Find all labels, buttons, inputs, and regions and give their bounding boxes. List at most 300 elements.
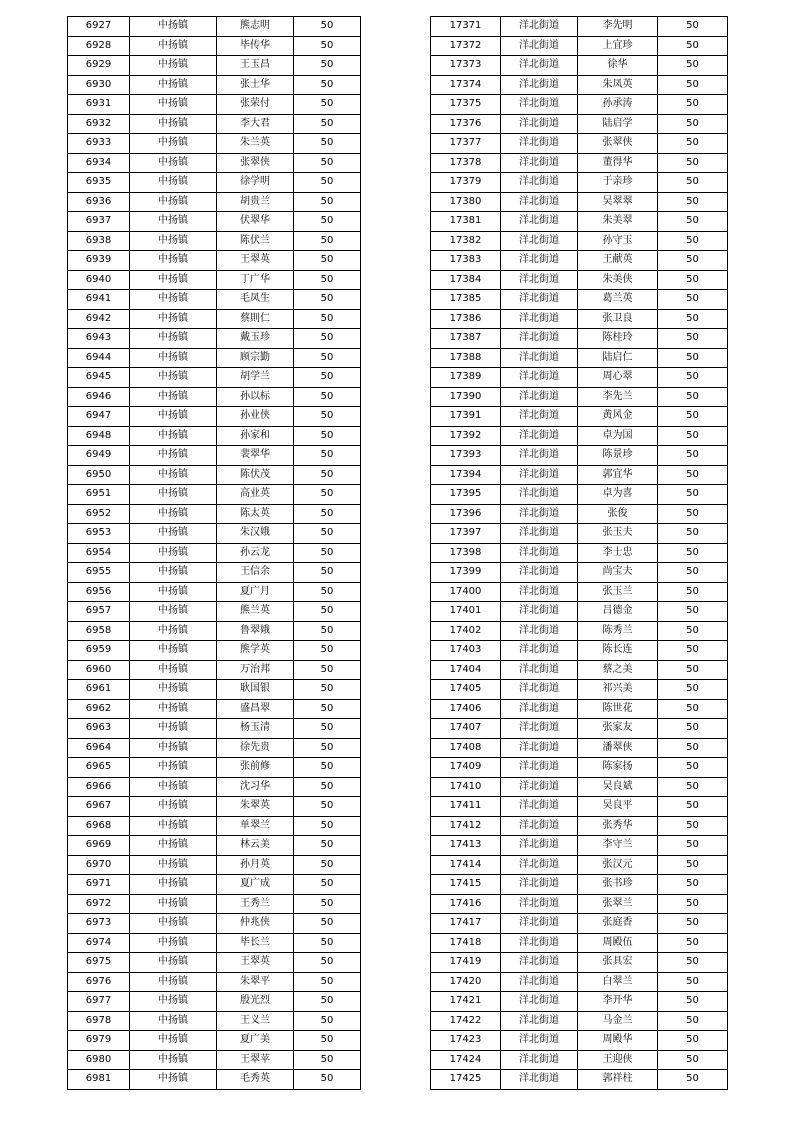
table-row — [431, 855, 728, 875]
serial-number-cell: 6953 — [68, 524, 130, 544]
table-row — [68, 582, 361, 602]
town-cell: 中扬镇 — [130, 992, 217, 1012]
name-cell: 董得华 — [578, 153, 658, 173]
serial-number-cell: 17384 — [431, 270, 501, 290]
serial-number-cell: 17396 — [431, 504, 501, 524]
town-cell: 中扬镇 — [130, 485, 217, 505]
serial-number-cell: 17421 — [431, 992, 501, 1012]
amount-cell: 50 — [294, 524, 361, 544]
name-cell: 李先兰 — [578, 387, 658, 407]
serial-number-cell: 17385 — [431, 290, 501, 310]
amount-cell: 50 — [294, 485, 361, 505]
serial-number-cell: 17402 — [431, 621, 501, 641]
serial-number-cell: 17405 — [431, 680, 501, 700]
amount-cell: 50 — [294, 231, 361, 251]
town-cell: 中扬镇 — [130, 875, 217, 895]
town-cell: 洋北街道 — [501, 387, 578, 407]
name-cell: 夏广美 — [217, 1031, 294, 1051]
table-row — [431, 134, 728, 154]
table-row — [68, 563, 361, 583]
serial-number-cell: 6975 — [68, 953, 130, 973]
name-cell: 孙承涛 — [578, 95, 658, 115]
table-row — [431, 660, 728, 680]
table-row — [431, 368, 728, 388]
table-row — [431, 17, 728, 37]
serial-number-cell: 6933 — [68, 134, 130, 154]
table-row — [68, 660, 361, 680]
town-cell: 中扬镇 — [130, 894, 217, 914]
table-row — [68, 153, 361, 173]
serial-number-cell: 17398 — [431, 543, 501, 563]
name-cell: 于亲珍 — [578, 173, 658, 193]
serial-number-cell: 17371 — [431, 17, 501, 37]
name-cell: 张家友 — [578, 719, 658, 739]
serial-number-cell: 17374 — [431, 75, 501, 95]
town-cell: 洋北街道 — [501, 212, 578, 232]
serial-number-cell: 17394 — [431, 465, 501, 485]
serial-number-cell: 17376 — [431, 114, 501, 134]
amount-cell: 50 — [294, 758, 361, 778]
amount-cell: 50 — [658, 933, 728, 953]
serial-number-cell: 17419 — [431, 953, 501, 973]
town-cell: 中扬镇 — [130, 543, 217, 563]
table-row — [68, 602, 361, 622]
town-cell: 中扬镇 — [130, 251, 217, 271]
town-cell: 中扬镇 — [130, 309, 217, 329]
serial-number-cell: 6941 — [68, 290, 130, 310]
amount-cell: 50 — [658, 485, 728, 505]
serial-number-cell: 17375 — [431, 95, 501, 115]
town-cell: 中扬镇 — [130, 563, 217, 583]
serial-number-cell: 17390 — [431, 387, 501, 407]
amount-cell: 50 — [658, 192, 728, 212]
amount-cell: 50 — [658, 563, 728, 583]
amount-cell: 50 — [294, 602, 361, 622]
town-cell: 中扬镇 — [130, 446, 217, 466]
serial-number-cell: 6954 — [68, 543, 130, 563]
town-cell: 洋北街道 — [501, 485, 578, 505]
name-cell: 朱翠英 — [217, 797, 294, 817]
amount-cell: 50 — [294, 543, 361, 563]
name-cell: 张玉兰 — [578, 582, 658, 602]
serial-number-cell: 6956 — [68, 582, 130, 602]
serial-number-cell: 6976 — [68, 972, 130, 992]
serial-number-cell: 6932 — [68, 114, 130, 134]
amount-cell: 50 — [658, 153, 728, 173]
town-cell: 洋北街道 — [501, 738, 578, 758]
name-cell: 王秀兰 — [217, 894, 294, 914]
town-cell: 中扬镇 — [130, 1050, 217, 1070]
town-cell: 中扬镇 — [130, 621, 217, 641]
table-row — [431, 153, 728, 173]
amount-cell: 50 — [294, 777, 361, 797]
name-cell: 周殿伍 — [578, 933, 658, 953]
amount-cell: 50 — [658, 446, 728, 466]
town-cell: 洋北街道 — [501, 543, 578, 563]
serial-number-cell: 17410 — [431, 777, 501, 797]
serial-number-cell: 6930 — [68, 75, 130, 95]
amount-cell: 50 — [294, 251, 361, 271]
town-cell: 中扬镇 — [130, 972, 217, 992]
amount-cell: 50 — [294, 1031, 361, 1051]
town-cell: 中扬镇 — [130, 270, 217, 290]
name-cell: 吴良平 — [578, 797, 658, 817]
amount-cell: 50 — [658, 680, 728, 700]
town-cell: 洋北街道 — [501, 582, 578, 602]
name-cell: 陈秀兰 — [578, 621, 658, 641]
serial-number-cell: 17409 — [431, 758, 501, 778]
amount-cell: 50 — [658, 465, 728, 485]
amount-cell: 50 — [294, 290, 361, 310]
serial-number-cell: 6961 — [68, 680, 130, 700]
table-row — [431, 563, 728, 583]
town-cell: 中扬镇 — [130, 836, 217, 856]
town-cell: 洋北街道 — [501, 992, 578, 1012]
table-row — [431, 816, 728, 836]
name-cell: 鲁翠娥 — [217, 621, 294, 641]
town-cell: 洋北街道 — [501, 563, 578, 583]
serial-number-cell: 17397 — [431, 524, 501, 544]
name-cell: 毕长兰 — [217, 933, 294, 953]
amount-cell: 50 — [294, 641, 361, 661]
amount-cell: 50 — [658, 660, 728, 680]
name-cell: 陈景珍 — [578, 446, 658, 466]
town-cell: 洋北街道 — [501, 153, 578, 173]
table-row — [431, 758, 728, 778]
table-row — [68, 738, 361, 758]
name-cell: 张卫良 — [578, 309, 658, 329]
table-row — [431, 680, 728, 700]
name-cell: 王迎侠 — [578, 1050, 658, 1070]
town-cell: 洋北街道 — [501, 1050, 578, 1070]
town-cell: 中扬镇 — [130, 582, 217, 602]
name-cell: 殷光烈 — [217, 992, 294, 1012]
amount-cell: 50 — [294, 134, 361, 154]
roster-table-left — [67, 16, 361, 1090]
town-cell: 中扬镇 — [130, 17, 217, 37]
name-cell: 李士忠 — [578, 543, 658, 563]
serial-number-cell: 17413 — [431, 836, 501, 856]
name-cell: 孙家和 — [217, 426, 294, 446]
town-cell: 洋北街道 — [501, 348, 578, 368]
table-row — [431, 953, 728, 973]
table-row — [431, 582, 728, 602]
table-row — [431, 446, 728, 466]
table-row — [68, 426, 361, 446]
serial-number-cell: 17411 — [431, 797, 501, 817]
amount-cell: 50 — [294, 192, 361, 212]
serial-number-cell: 17388 — [431, 348, 501, 368]
serial-number-cell: 6944 — [68, 348, 130, 368]
town-cell: 洋北街道 — [501, 329, 578, 349]
name-cell: 仲兆侠 — [217, 914, 294, 934]
name-cell: 朱凤英 — [578, 75, 658, 95]
amount-cell: 50 — [294, 95, 361, 115]
town-cell: 洋北街道 — [501, 602, 578, 622]
amount-cell: 50 — [294, 621, 361, 641]
table-row — [431, 836, 728, 856]
name-cell: 蔡則仁 — [217, 309, 294, 329]
name-cell: 郭宜华 — [578, 465, 658, 485]
name-cell: 王翠苹 — [217, 1050, 294, 1070]
town-cell: 洋北街道 — [501, 816, 578, 836]
town-cell: 中扬镇 — [130, 407, 217, 427]
table-row — [431, 1070, 728, 1090]
amount-cell: 50 — [658, 348, 728, 368]
table-row — [68, 368, 361, 388]
serial-number-cell: 17407 — [431, 719, 501, 739]
amount-cell: 50 — [658, 426, 728, 446]
amount-cell: 50 — [294, 563, 361, 583]
table-row — [431, 426, 728, 446]
table-row — [431, 1011, 728, 1031]
serial-number-cell: 6934 — [68, 153, 130, 173]
table-row — [68, 953, 361, 973]
town-cell: 洋北街道 — [501, 855, 578, 875]
name-cell: 李大君 — [217, 114, 294, 134]
amount-cell: 50 — [658, 368, 728, 388]
table-row — [68, 75, 361, 95]
town-cell: 中扬镇 — [130, 290, 217, 310]
serial-number-cell: 6955 — [68, 563, 130, 583]
serial-number-cell: 17416 — [431, 894, 501, 914]
town-cell: 洋北街道 — [501, 75, 578, 95]
town-cell: 中扬镇 — [130, 1011, 217, 1031]
table-row — [431, 719, 728, 739]
serial-number-cell: 17414 — [431, 855, 501, 875]
serial-number-cell: 6973 — [68, 914, 130, 934]
serial-number-cell: 17415 — [431, 875, 501, 895]
table-row — [68, 933, 361, 953]
name-cell: 王献英 — [578, 251, 658, 271]
table-row — [68, 1031, 361, 1051]
amount-cell: 50 — [658, 719, 728, 739]
amount-cell: 50 — [294, 309, 361, 329]
table-row — [68, 699, 361, 719]
table-row — [68, 719, 361, 739]
serial-number-cell: 6964 — [68, 738, 130, 758]
amount-cell: 50 — [658, 114, 728, 134]
table-row — [68, 914, 361, 934]
name-cell: 张翠兰 — [578, 894, 658, 914]
amount-cell: 50 — [658, 504, 728, 524]
town-cell: 洋北街道 — [501, 134, 578, 154]
table-row — [68, 251, 361, 271]
table-row — [431, 914, 728, 934]
serial-number-cell: 6978 — [68, 1011, 130, 1031]
amount-cell: 50 — [294, 114, 361, 134]
town-cell: 中扬镇 — [130, 114, 217, 134]
table-row — [431, 465, 728, 485]
serial-number-cell: 17393 — [431, 446, 501, 466]
amount-cell: 50 — [294, 212, 361, 232]
town-cell: 中扬镇 — [130, 602, 217, 622]
name-cell: 王信余 — [217, 563, 294, 583]
town-cell: 洋北街道 — [501, 290, 578, 310]
town-cell: 洋北街道 — [501, 719, 578, 739]
town-cell: 洋北街道 — [501, 797, 578, 817]
serial-number-cell: 17424 — [431, 1050, 501, 1070]
table-row — [68, 212, 361, 232]
amount-cell: 50 — [658, 36, 728, 56]
name-cell: 王翠英 — [217, 953, 294, 973]
name-cell: 李开华 — [578, 992, 658, 1012]
serial-number-cell: 17404 — [431, 660, 501, 680]
town-cell: 洋北街道 — [501, 1070, 578, 1090]
name-cell: 朱兰英 — [217, 134, 294, 154]
name-cell: 王玉昌 — [217, 56, 294, 76]
table-row — [68, 485, 361, 505]
name-cell: 祁兴美 — [578, 680, 658, 700]
table-row — [431, 797, 728, 817]
table-row — [431, 192, 728, 212]
name-cell: 朱美侠 — [578, 270, 658, 290]
table-row — [68, 309, 361, 329]
town-cell: 洋北街道 — [501, 504, 578, 524]
town-cell: 洋北街道 — [501, 972, 578, 992]
name-cell: 卓为喜 — [578, 485, 658, 505]
table-row — [431, 212, 728, 232]
serial-number-cell: 6957 — [68, 602, 130, 622]
amount-cell: 50 — [658, 777, 728, 797]
name-cell: 张书珍 — [578, 875, 658, 895]
serial-number-cell: 17425 — [431, 1070, 501, 1090]
table-row — [431, 75, 728, 95]
town-cell: 中扬镇 — [130, 36, 217, 56]
amount-cell: 50 — [658, 231, 728, 251]
name-cell: 熊兰英 — [217, 602, 294, 622]
table-row — [431, 251, 728, 271]
amount-cell: 50 — [294, 56, 361, 76]
amount-cell: 50 — [294, 446, 361, 466]
amount-cell: 50 — [294, 660, 361, 680]
amount-cell: 50 — [294, 368, 361, 388]
name-cell: 潘翠侠 — [578, 738, 658, 758]
table-row — [68, 270, 361, 290]
town-cell: 洋北街道 — [501, 173, 578, 193]
amount-cell: 50 — [658, 992, 728, 1012]
town-cell: 洋北街道 — [501, 1011, 578, 1031]
amount-cell: 50 — [294, 855, 361, 875]
serial-number-cell: 17379 — [431, 173, 501, 193]
name-cell: 王义兰 — [217, 1011, 294, 1031]
amount-cell: 50 — [658, 212, 728, 232]
table-row — [68, 348, 361, 368]
amount-cell: 50 — [294, 465, 361, 485]
name-cell: 毛秀英 — [217, 1070, 294, 1090]
amount-cell: 50 — [658, 1070, 728, 1090]
town-cell: 中扬镇 — [130, 660, 217, 680]
town-cell: 中扬镇 — [130, 855, 217, 875]
town-cell: 洋北街道 — [501, 251, 578, 271]
name-cell: 朱汉娥 — [217, 524, 294, 544]
town-cell: 洋北街道 — [501, 524, 578, 544]
table-row — [68, 797, 361, 817]
amount-cell: 50 — [294, 836, 361, 856]
town-cell: 中扬镇 — [130, 95, 217, 115]
serial-number-cell: 17400 — [431, 582, 501, 602]
name-cell: 陈伏兰 — [217, 231, 294, 251]
serial-number-cell: 17408 — [431, 738, 501, 758]
town-cell: 洋北街道 — [501, 36, 578, 56]
town-cell: 中扬镇 — [130, 134, 217, 154]
table-row — [431, 95, 728, 115]
table-row — [68, 173, 361, 193]
amount-cell: 50 — [658, 290, 728, 310]
amount-cell: 50 — [658, 875, 728, 895]
table-row — [68, 836, 361, 856]
town-cell: 洋北街道 — [501, 309, 578, 329]
name-cell: 张士华 — [217, 75, 294, 95]
table-row — [68, 465, 361, 485]
table-row — [68, 972, 361, 992]
serial-number-cell: 6946 — [68, 387, 130, 407]
table-row — [68, 387, 361, 407]
name-cell: 李守兰 — [578, 836, 658, 856]
name-cell: 毕传华 — [217, 36, 294, 56]
name-cell: 黄风金 — [578, 407, 658, 427]
amount-cell: 50 — [658, 914, 728, 934]
name-cell: 丁广华 — [217, 270, 294, 290]
town-cell: 洋北街道 — [501, 270, 578, 290]
name-cell: 马金兰 — [578, 1011, 658, 1031]
town-cell: 洋北街道 — [501, 660, 578, 680]
name-cell: 尚宝夫 — [578, 563, 658, 583]
table-row — [431, 699, 728, 719]
table-row — [431, 114, 728, 134]
serial-number-cell: 17417 — [431, 914, 501, 934]
amount-cell: 50 — [294, 992, 361, 1012]
amount-cell: 50 — [658, 543, 728, 563]
name-cell: 戴玉珍 — [217, 329, 294, 349]
amount-cell: 50 — [658, 75, 728, 95]
amount-cell: 50 — [658, 1050, 728, 1070]
table-row — [431, 894, 728, 914]
serial-number-cell: 17406 — [431, 699, 501, 719]
name-cell: 陈世花 — [578, 699, 658, 719]
amount-cell: 50 — [294, 875, 361, 895]
table-row — [431, 602, 728, 622]
name-cell: 吕德金 — [578, 602, 658, 622]
serial-number-cell: 6951 — [68, 485, 130, 505]
name-cell: 周心翠 — [578, 368, 658, 388]
name-cell: 熊志明 — [217, 17, 294, 37]
serial-number-cell: 17387 — [431, 329, 501, 349]
town-cell: 中扬镇 — [130, 231, 217, 251]
serial-number-cell: 17389 — [431, 368, 501, 388]
name-cell: 吴翠翠 — [578, 192, 658, 212]
town-cell: 洋北街道 — [501, 465, 578, 485]
serial-number-cell: 6945 — [68, 368, 130, 388]
table-row — [431, 738, 728, 758]
amount-cell: 50 — [294, 407, 361, 427]
amount-cell: 50 — [658, 309, 728, 329]
name-cell: 吴良斌 — [578, 777, 658, 797]
amount-cell: 50 — [294, 894, 361, 914]
table-row — [68, 95, 361, 115]
table-row — [68, 329, 361, 349]
amount-cell: 50 — [294, 329, 361, 349]
serial-number-cell: 6974 — [68, 933, 130, 953]
table-row — [68, 56, 361, 76]
town-cell: 洋北街道 — [501, 407, 578, 427]
town-cell: 中扬镇 — [130, 173, 217, 193]
town-cell: 洋北街道 — [501, 426, 578, 446]
serial-number-cell: 6927 — [68, 17, 130, 37]
serial-number-cell: 17399 — [431, 563, 501, 583]
serial-number-cell: 17403 — [431, 641, 501, 661]
name-cell: 孙业侠 — [217, 407, 294, 427]
